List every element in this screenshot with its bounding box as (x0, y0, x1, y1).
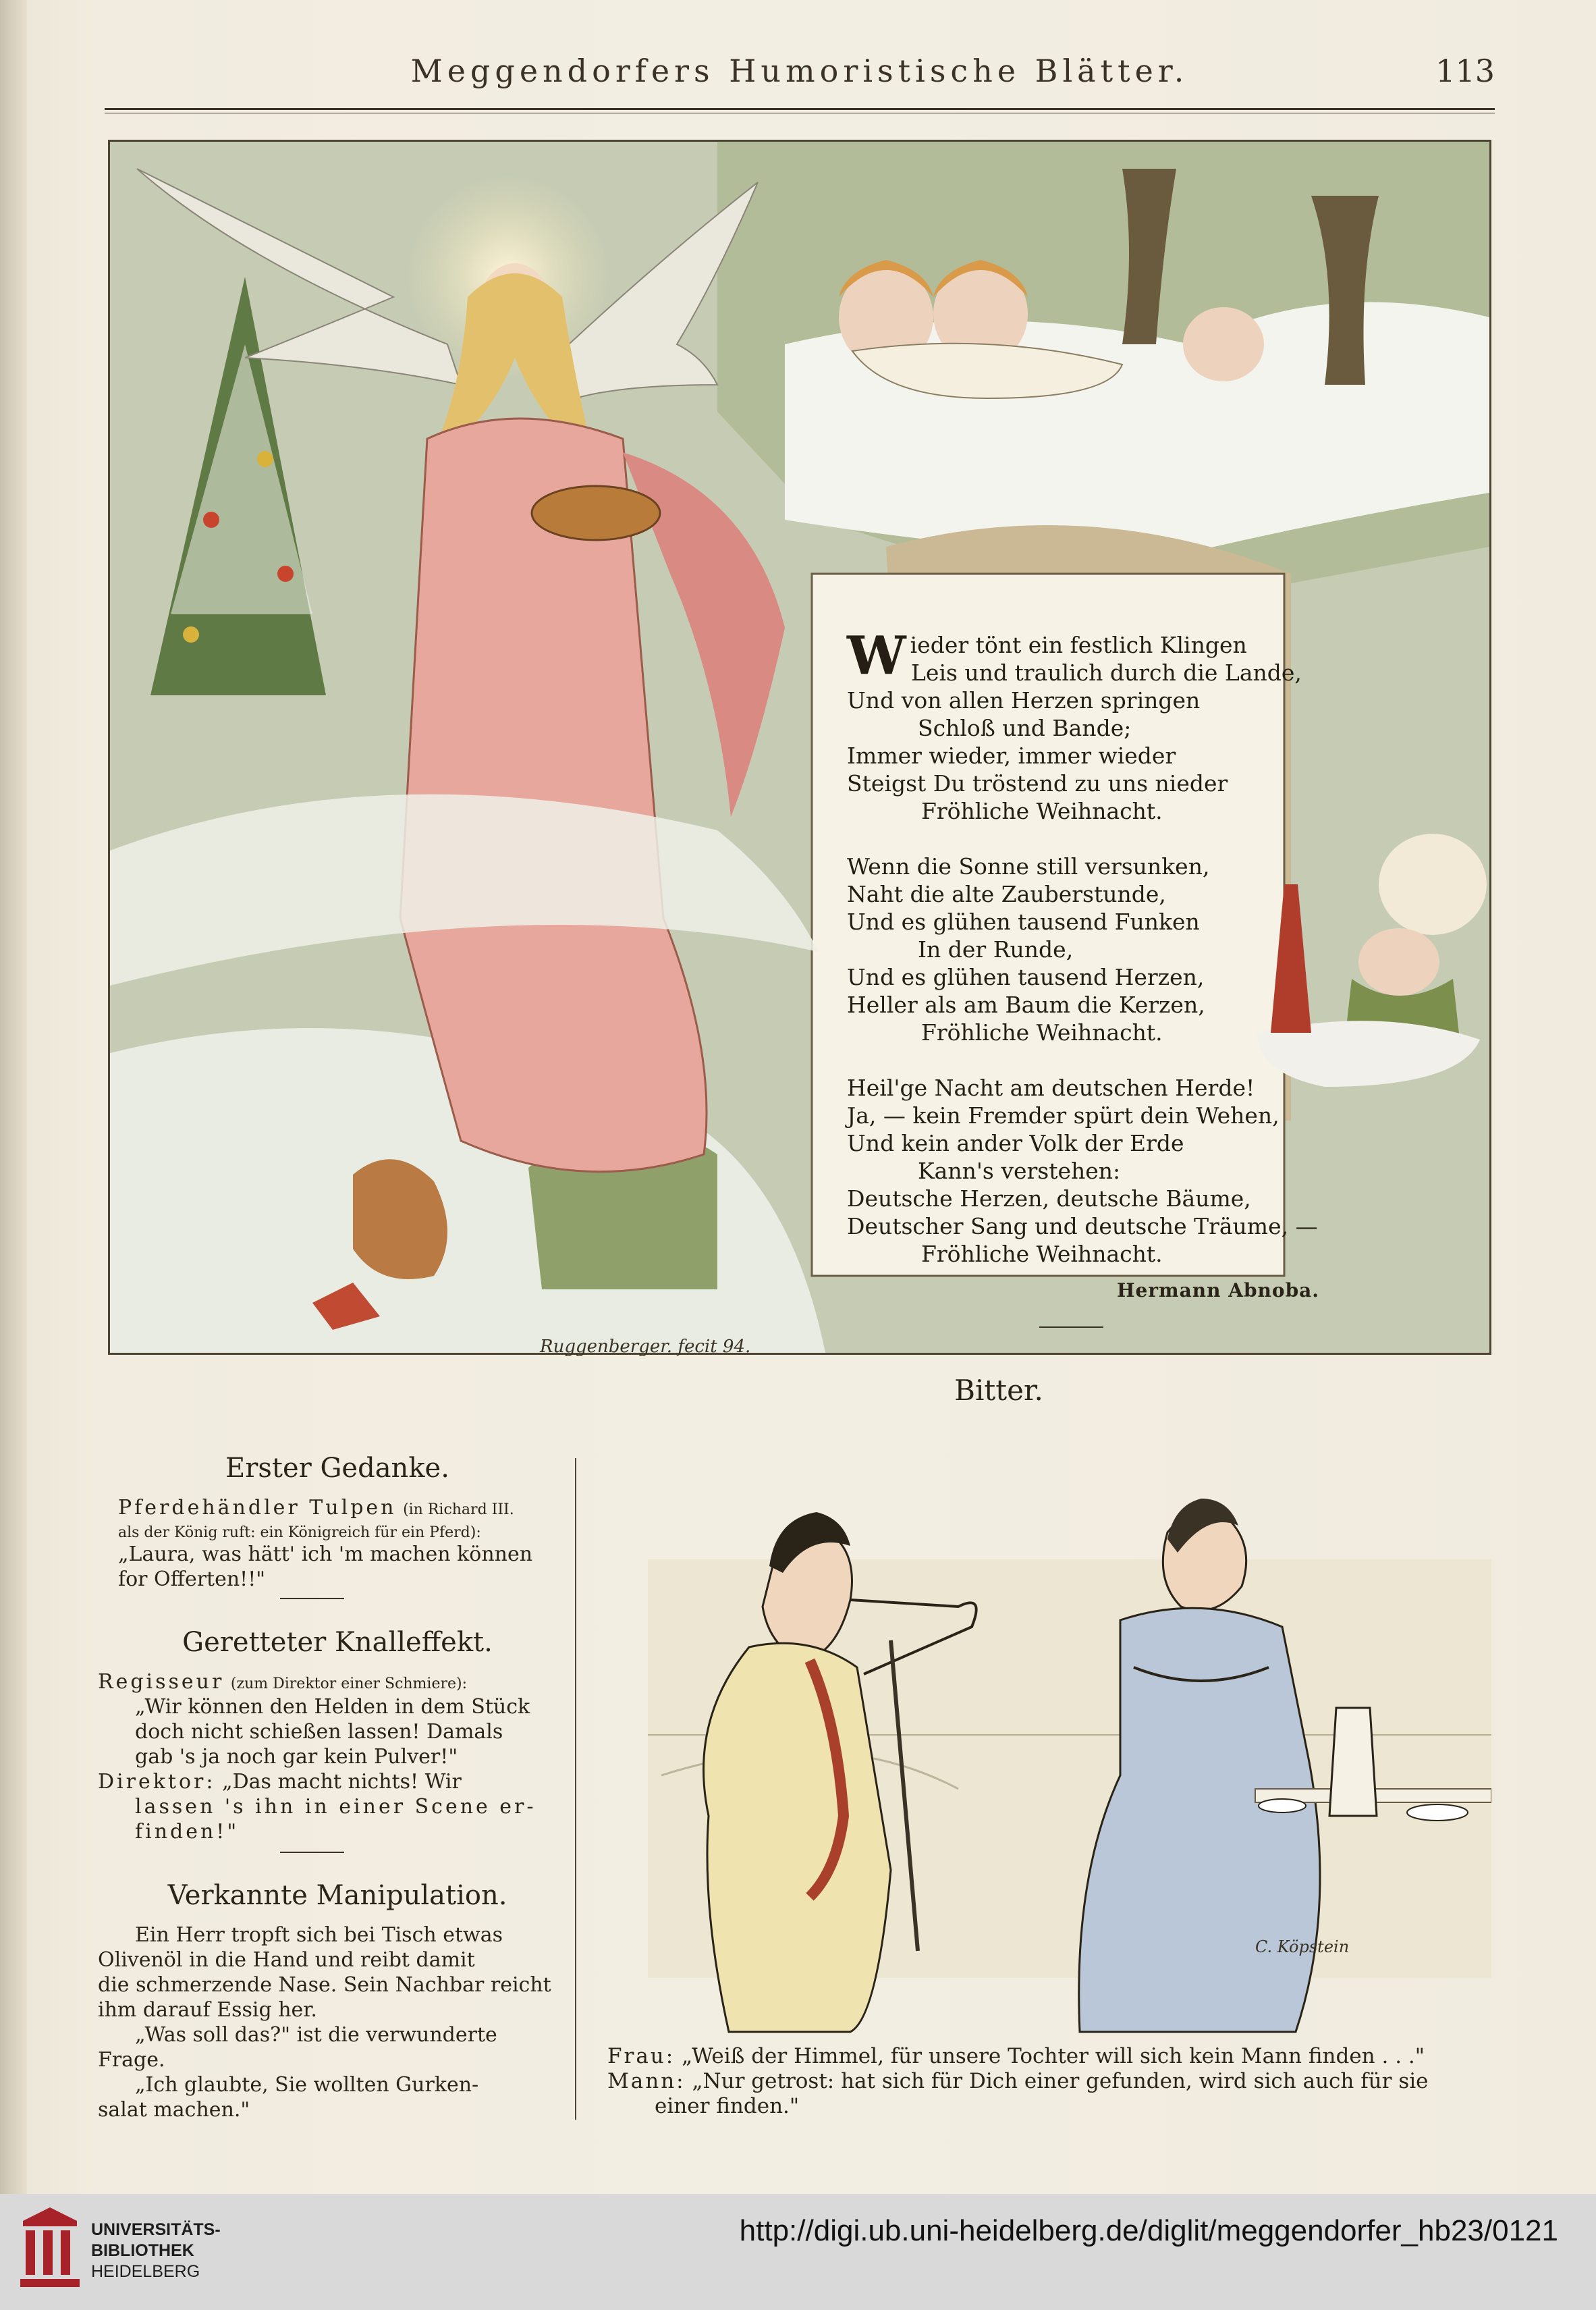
text-line: gab 's ja noch gar kein Pulver!" (135, 1745, 458, 1769)
poem-line: Immer wieder, immer wieder (847, 743, 1176, 769)
poem-stanza-2 (847, 853, 1319, 1046)
poem-line: Und kein ander Volk der Erde (847, 1130, 1184, 1156)
erster-gedanke-text (118, 1495, 563, 1592)
verkannte-manipulation-title: Verkannte Manipulation. (167, 1880, 507, 1911)
poem-stanza-3 (847, 1074, 1319, 1268)
stage-note: als der König ruft: ein Königreich für ein Pferd): (118, 1524, 481, 1541)
caption-text: „Weiß der Himmel, für unsere Tochter will sich kein Mann finden . . ." (682, 2044, 1425, 2068)
viewer-footer (0, 2194, 1596, 2310)
text-line: lassen 's ihn in einer Scene er- (135, 1795, 536, 1819)
poem-stanza-1 (847, 625, 1319, 825)
text-line: ihm darauf Essig her. (98, 1998, 317, 2022)
text-line: doch nicht schießen lassen! Damals (135, 1720, 503, 1744)
header-rule-top (105, 108, 1495, 110)
poem-refrain: Fröhliche Weihnacht. (921, 1019, 1163, 1046)
speaker-name: Direktor: (98, 1770, 216, 1794)
poem-line: Kann's verstehen: (918, 1158, 1121, 1184)
cartoonist-signature: C. Köpstein (1255, 1937, 1350, 1956)
christmas-poem (847, 625, 1319, 1268)
text-line: „Ich glaubte, Sie wollten Gurken- (135, 2073, 479, 2097)
caption-text: „Nur getrost: hat sich für Dich einer gefunden, wird sich auch für sie (692, 2069, 1429, 2093)
speaker-name: Pferdehändler Tulpen (118, 1496, 397, 1520)
running-title: Meggendorfers Humoristische Blätter. (410, 53, 1189, 89)
speaker-name: Mann: (607, 2069, 686, 2093)
erster-gedanke-title: Erster Gedanke. (225, 1453, 449, 1484)
verkannte-manipulation-text (98, 1923, 563, 2122)
poem-line: Ja, — kein Fremder spürt dein Wehen, (847, 1102, 1279, 1129)
poem-line: Deutscher Sang und deutsche Träume, — (847, 1213, 1318, 1239)
text-line: „Was soll das?" ist die verwunderte (135, 2023, 497, 2047)
text-line: Olivenöl in die Hand und reibt damit (98, 1948, 475, 1972)
poem-line: ieder tönt ein festlich Klingen (910, 632, 1247, 658)
digital-copy-link[interactable]: http://digi.ub.uni-heidelberg.de/diglit/meggendorfer_hb23/0121 (739, 2214, 1558, 2247)
poem-line: Und es glühen tausend Funken (847, 909, 1200, 935)
poem-line: In der Runde, (918, 936, 1074, 963)
stage-note: (in Richard III. (403, 1501, 514, 1518)
bitter-caption (607, 2044, 1498, 2119)
poem-refrain: Fröhliche Weihnacht. (921, 1241, 1163, 1267)
university-library-logo (16, 2207, 81, 2292)
poem-line: Und es glühen tausend Herzen, (847, 964, 1205, 990)
poem-drop-cap: W (847, 625, 906, 687)
poem-line: Heller als am Baum die Kerzen, (847, 992, 1205, 1018)
institution-line: BIBLIOTHEK (91, 2241, 194, 2260)
page-binding-shadow (0, 0, 27, 2194)
geretteter-knalleffekt-text (98, 1669, 563, 1844)
speaker-name: Regisseur (98, 1670, 225, 1694)
poem-end-rule (1039, 1326, 1103, 1328)
text-line: salat machen." (98, 2098, 250, 2122)
cartoon-artwork (607, 1438, 1491, 2045)
text-line: finden!" (135, 1820, 240, 1844)
section-divider (280, 1598, 344, 1599)
text-line: „Wir können den Helden in dem Stück (135, 1695, 530, 1719)
section-divider (280, 1852, 344, 1853)
poem-line: Deutsche Herzen, deutsche Bäume, (847, 1185, 1251, 1212)
poem-line: Steigst Du tröstend zu uns nieder (847, 770, 1228, 797)
illustrator-signature: Ruggenberger. fecit 94. (540, 1337, 751, 1357)
geretteter-knalleffekt-title: Geretteter Knalleffekt. (182, 1627, 493, 1658)
text-line: for Offerten!!" (118, 1567, 266, 1591)
poem-line: Heil'ge Nacht am deutschen Herde! (847, 1075, 1255, 1101)
text-line: Ein Herr tropft sich bei Tisch etwas (135, 1923, 503, 1947)
text-line: „Das macht nichts! Wir (222, 1770, 462, 1794)
column-divider (575, 1458, 576, 2120)
page-number: 113 (1435, 53, 1495, 89)
poem-line: Und von allen Herzen springen (847, 687, 1201, 714)
bitter-title: Bitter. (954, 1374, 1043, 1407)
poem-line: Leis und traulich durch die Lande, (911, 660, 1302, 686)
institution-line: UNIVERSITÄTS- (91, 2220, 221, 2239)
institution-line: HEIDELBERG (91, 2262, 200, 2281)
poem-line: Schloß und Bande; (918, 715, 1132, 741)
poem-refrain: Fröhliche Weihnacht. (921, 798, 1163, 824)
text-line: die schmerzende Nase. Sein Nachbar reicht (98, 1973, 551, 1997)
poem-line: Naht die alte Zauberstunde, (847, 881, 1166, 907)
speaker-name: Frau: (607, 2044, 676, 2068)
poem-author: Hermann Abnoba. (1117, 1279, 1320, 1301)
poem-line: Wenn die Sonne still versunken, (847, 853, 1210, 880)
institution-name (91, 2220, 221, 2282)
text-line: „Laura, was hätt' ich 'm machen können (118, 1542, 533, 1566)
stage-note: (zum Direktor einer Schmiere): (230, 1675, 468, 1692)
text-line: Frage. (98, 2048, 165, 2072)
bitter-cartoon (607, 1438, 1491, 2045)
caption-text: einer finden." (655, 2094, 800, 2118)
